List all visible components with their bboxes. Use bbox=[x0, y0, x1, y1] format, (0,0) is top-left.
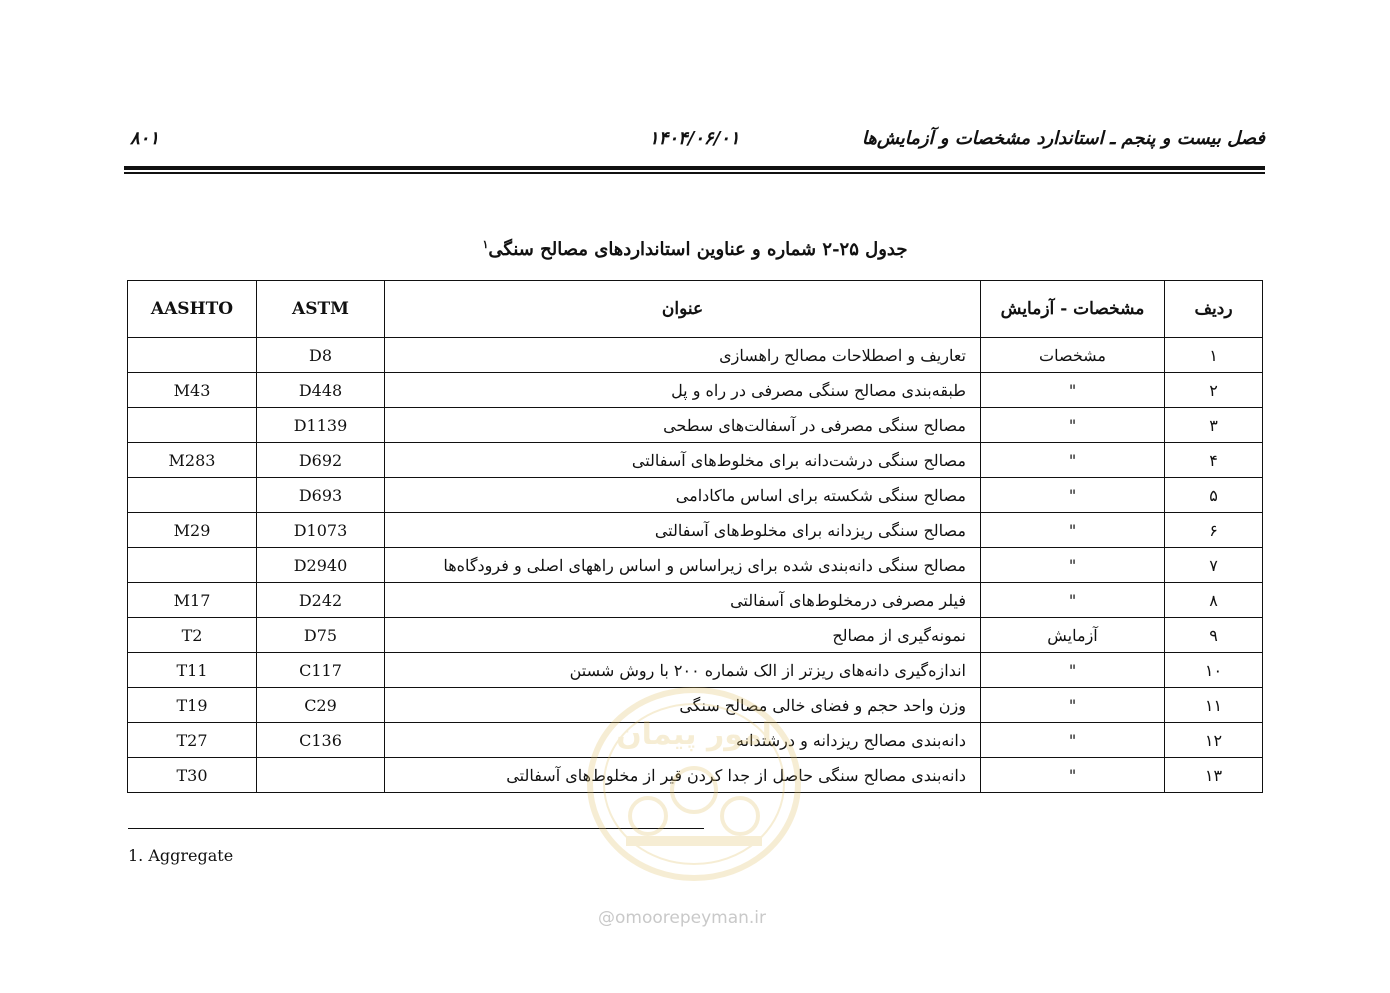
table-row bbox=[128, 338, 1263, 373]
cell-aashto: T19 bbox=[128, 688, 257, 723]
cell-aashto: M43 bbox=[128, 373, 257, 408]
cell-title: دانه‌بندی مصالح ریزدانه و درشتدانه bbox=[385, 723, 981, 758]
cell-title: مصالح سنگی مصرفی در آسفالت‌های سطحی bbox=[385, 408, 981, 443]
cell-title: اندازه‌گیری دانه‌های ریزتر از الک شماره ۲۰۰ با روش شستن bbox=[385, 653, 981, 688]
cell-aashto: T11 bbox=[128, 653, 257, 688]
page-header bbox=[124, 126, 1265, 156]
header-aashto: AASHTO bbox=[128, 281, 257, 338]
cell-aashto: M29 bbox=[128, 513, 257, 548]
header-astm: ASTM bbox=[257, 281, 385, 338]
cell-aashto: M283 bbox=[128, 443, 257, 478]
cell-row-number: ۱۳ bbox=[1165, 758, 1263, 793]
cell-row-number: ۶ bbox=[1165, 513, 1263, 548]
cell-type: مشخصات bbox=[981, 338, 1165, 373]
cell-title: نمونه‌گیری از مصالح bbox=[385, 618, 981, 653]
cell-type: " bbox=[981, 758, 1165, 793]
table-row bbox=[128, 758, 1263, 793]
footnote: 1. Aggregate bbox=[128, 846, 234, 865]
table-row bbox=[128, 443, 1263, 478]
cell-astm: D448 bbox=[257, 373, 385, 408]
caption-footnote-mark: ۱ bbox=[482, 238, 489, 251]
cell-astm: C136 bbox=[257, 723, 385, 758]
table-row bbox=[128, 723, 1263, 758]
cell-aashto bbox=[128, 548, 257, 583]
cell-astm: D693 bbox=[257, 478, 385, 513]
cell-row-number: ۸ bbox=[1165, 583, 1263, 618]
cell-astm: D2940 bbox=[257, 548, 385, 583]
cell-row-number: ۱۲ bbox=[1165, 723, 1263, 758]
table-caption-text: جدول ۲۵-۲ شماره و عناوین استانداردهای مصالح سنگی bbox=[488, 239, 908, 260]
header-rule-thick bbox=[124, 166, 1265, 170]
watermark-site: @omoorepeyman.ir bbox=[598, 908, 767, 928]
cell-row-number: ۹ bbox=[1165, 618, 1263, 653]
cell-row-number: ۱ bbox=[1165, 338, 1263, 373]
footnote-rule bbox=[128, 828, 704, 829]
cell-aashto: T27 bbox=[128, 723, 257, 758]
cell-type: " bbox=[981, 548, 1165, 583]
cell-aashto bbox=[128, 478, 257, 513]
cell-title: فیلر مصرفی درمخلوط‌های آسفالتی bbox=[385, 583, 981, 618]
table-caption bbox=[128, 238, 1262, 260]
cell-aashto: M17 bbox=[128, 583, 257, 618]
header-type: مشخصات - آزمایش bbox=[981, 281, 1165, 338]
cell-title: طبقه‌بندی مصالح سنگی مصرفی در راه و پل bbox=[385, 373, 981, 408]
table-row bbox=[128, 688, 1263, 723]
table-row bbox=[128, 408, 1263, 443]
cell-aashto: T2 bbox=[128, 618, 257, 653]
cell-type: " bbox=[981, 513, 1165, 548]
cell-aashto bbox=[128, 408, 257, 443]
table-row bbox=[128, 373, 1263, 408]
table-row bbox=[128, 583, 1263, 618]
table-row bbox=[128, 513, 1263, 548]
table-row bbox=[128, 548, 1263, 583]
chapter-title: فصل بیست و پنجم ـ استاندارد مشخصات و آزمایش‌ها bbox=[861, 128, 1265, 149]
cell-astm: D8 bbox=[257, 338, 385, 373]
cell-astm: D242 bbox=[257, 583, 385, 618]
cell-row-number: ۲ bbox=[1165, 373, 1263, 408]
cell-astm: C29 bbox=[257, 688, 385, 723]
table-row bbox=[128, 653, 1263, 688]
cell-aashto: T30 bbox=[128, 758, 257, 793]
cell-title: مصالح سنگی ریزدانه برای مخلوط‌های آسفالتی bbox=[385, 513, 981, 548]
header-rule-thin bbox=[124, 172, 1265, 174]
cell-aashto bbox=[128, 338, 257, 373]
cell-astm: D692 bbox=[257, 443, 385, 478]
cell-type: " bbox=[981, 653, 1165, 688]
cell-row-number: ۱۱ bbox=[1165, 688, 1263, 723]
cell-astm: D1139 bbox=[257, 408, 385, 443]
cell-astm: C117 bbox=[257, 653, 385, 688]
cell-title: مصالح سنگی دانه‌بندی شده برای زیراساس و اساس راههای اصلی و فرودگاه‌ها bbox=[385, 548, 981, 583]
cell-title: دانه‌بندی مصالح سنگی حاصل از جدا کردن قیر از مخلوط‌های آسفالتی bbox=[385, 758, 981, 793]
table-row bbox=[128, 478, 1263, 513]
cell-type: " bbox=[981, 443, 1165, 478]
cell-type: آزمایش bbox=[981, 618, 1165, 653]
cell-astm: D75 bbox=[257, 618, 385, 653]
cell-row-number: ۵ bbox=[1165, 478, 1263, 513]
cell-row-number: ۷ bbox=[1165, 548, 1263, 583]
cell-title: مصالح سنگی شکسته برای اساس ماکادامی bbox=[385, 478, 981, 513]
cell-title: تعاریف و اصطلاحات مصالح راهسازی bbox=[385, 338, 981, 373]
table-row bbox=[128, 618, 1263, 653]
standards-table bbox=[127, 280, 1263, 793]
cell-row-number: ۴ bbox=[1165, 443, 1263, 478]
table-body bbox=[128, 338, 1263, 793]
cell-type: " bbox=[981, 723, 1165, 758]
cell-type: " bbox=[981, 583, 1165, 618]
header-date: ۱۴۰۴/۰۶/۰۱ bbox=[649, 128, 740, 149]
table-header-row bbox=[128, 281, 1263, 338]
cell-type: " bbox=[981, 408, 1165, 443]
cell-astm: D1073 bbox=[257, 513, 385, 548]
cell-type: " bbox=[981, 373, 1165, 408]
page-number: ۸۰۱ bbox=[130, 128, 160, 149]
cell-title: وزن واحد حجم و فضای خالی مصالح سنگی bbox=[385, 688, 981, 723]
header-title: عنوان bbox=[385, 281, 981, 338]
cell-type: " bbox=[981, 688, 1165, 723]
cell-type: " bbox=[981, 478, 1165, 513]
cell-row-number: ۱۰ bbox=[1165, 653, 1263, 688]
cell-row-number: ۳ bbox=[1165, 408, 1263, 443]
watermark-logo-text: امور پیمان bbox=[616, 717, 772, 752]
header-row-number: ردیف bbox=[1165, 281, 1263, 338]
cell-title: مصالح سنگی درشت‌دانه برای مخلوط‌های آسفالتی bbox=[385, 443, 981, 478]
cell-astm bbox=[257, 758, 385, 793]
